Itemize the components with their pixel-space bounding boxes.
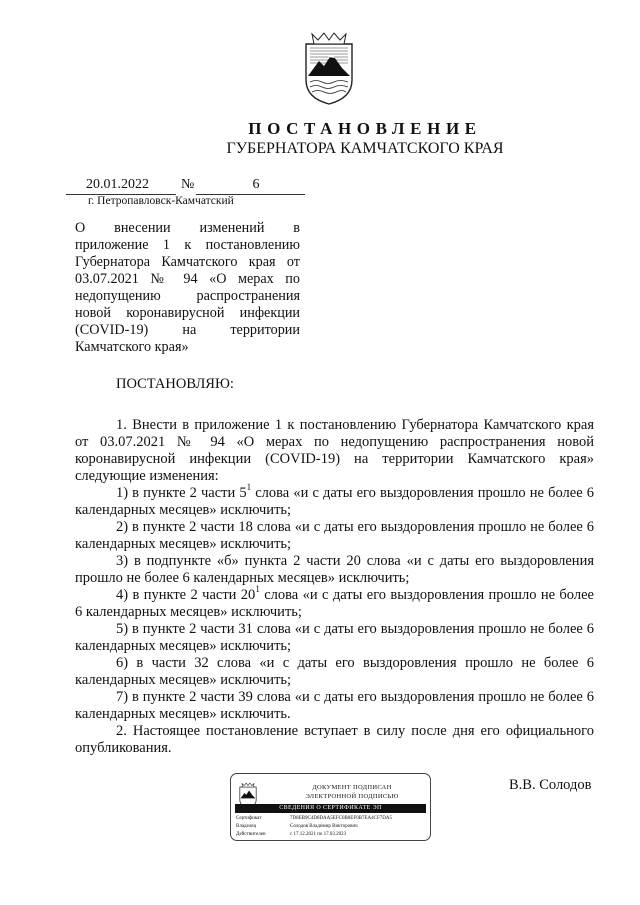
document-title: ПОСТАНОВЛЕНИЕ (248, 119, 482, 138)
document-subject (75, 220, 300, 356)
stamp-row-key: Сертификат (236, 816, 262, 821)
subject-line: Губернатора Камчатского края от (75, 254, 300, 270)
stamp-row-value: Солодов Владимир Викторович (290, 824, 358, 829)
document-body (75, 417, 594, 757)
item-text: 4) в пункте 2 части 20 (116, 587, 256, 603)
kamchatka-coat-of-arms-icon (302, 30, 356, 106)
stamp-certificate-bar: СВЕДЕНИЯ О СЕРТИФИКАТЕ ЭП (235, 804, 426, 813)
list-item: 5) в пункте 2 части 31 слова «и с даты его выздоровления прошло не более 6 календарных месяцев» исключить; (75, 621, 594, 654)
stamp-row (236, 816, 392, 821)
city-name: г. Петропавловск-Камчатский (88, 195, 234, 207)
list-item: 7) в пункте 2 части 39 слова «и с даты его выздоровления прошло не более 6 календарных месяцев» исключить. (75, 689, 594, 722)
superscript: 1 (255, 584, 260, 595)
subject-line: Камчатского края» (75, 339, 189, 355)
stamp-row-value: с 17.12.2021 по 17.03.2023 (290, 832, 347, 837)
document-date: 20.01.2022 (86, 177, 149, 192)
stamp-row-value: 7D8EB9C4D8DAA5EFC0B0EF0B7EA4CF7DA5 (290, 816, 392, 821)
stamp-heading: ЭЛЕКТРОННОЙ ПОДПИСЬЮ (305, 793, 399, 800)
document-number: 6 (252, 177, 260, 192)
signatory-name: В.В. Солодов (509, 777, 592, 793)
electronic-signature-stamp (230, 773, 431, 841)
subject-line: приложение 1 к постановлению (75, 237, 300, 253)
list-item: 3) в подпункте «б» пункта 2 части 20 слова «и с даты его выздоровления прошло не более 6 календарных месяцев» исключить; (75, 553, 594, 586)
paragraph-1: 1. Внести в приложение 1 к постановлению Губернатора Камчатского края от 03.07.2021 № 94 «О мерах по недопущению распространения новой коронавирусной инфекции (COVID-19) на территории Камчатского края» следующие изменения: (75, 417, 594, 484)
item-text: слова «и с даты его выздоровления прошло не более 6 календарных месяцев» исключить; (75, 587, 594, 620)
subject-line: О внесении изменений в (75, 220, 300, 236)
stamp-row-key: Действителен (236, 832, 266, 837)
list-item: 2) в пункте 2 части 18 слова «и с даты его выздоровления прошло не более 6 календарных месяцев» исключить; (75, 519, 594, 552)
item-text: слова «и с даты его выздоровления прошло не более 6 календарных месяцев» исключить; (75, 485, 594, 518)
number-sign: № (181, 177, 195, 192)
superscript: 1 (246, 482, 252, 493)
decree-word: ПОСТАНОВЛЯЮ: (116, 376, 234, 392)
subject-line: (COVID-19) на территории (75, 322, 300, 338)
list-item: 6) в части 32 слова «и с даты его выздоровления прошло не более 6 календарных месяцев» исключить; (75, 655, 594, 688)
list-item (75, 482, 594, 519)
stamp-row-key: Владелец (236, 824, 257, 829)
stamp-row (236, 832, 346, 837)
document-subtitle: ГУБЕРНАТОРА КАМЧАТСКОГО КРАЯ (226, 140, 504, 157)
subject-line: недопущению распространения (75, 288, 300, 304)
stamp-row (236, 824, 358, 829)
list-item (75, 584, 594, 621)
subject-line: 03.07.2021 № 94 «О мерах по (75, 271, 300, 287)
subject-line: новой коронавирусной инфекции (75, 305, 300, 321)
paragraph-2: 2. Настоящее постановление вступает в силу после дня его официального опубликования. (75, 723, 594, 756)
stamp-heading: ДОКУМЕНТ ПОДПИСАН (312, 784, 392, 791)
item-text: 1) в пункте 2 части 5 (116, 485, 247, 501)
